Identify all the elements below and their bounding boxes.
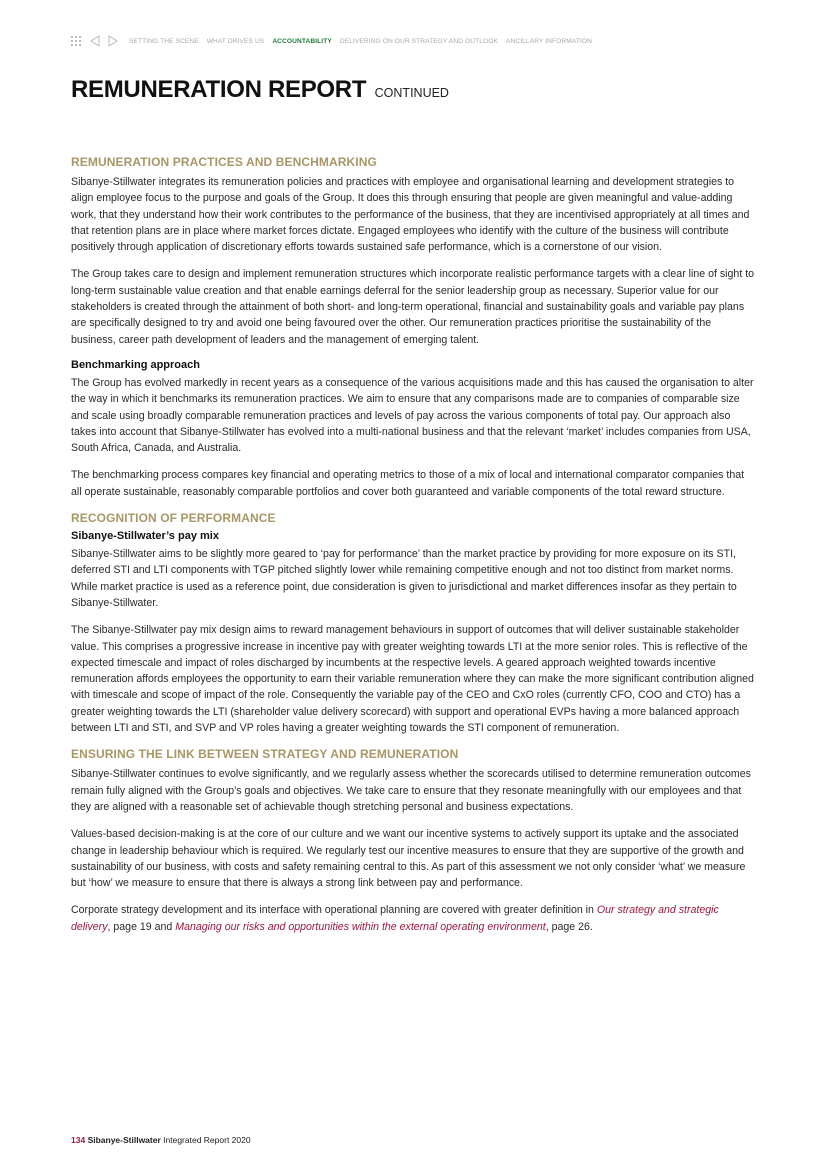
page-header	[71, 76, 449, 104]
nav-item-delivering-on-strategy[interactable]: DELIVERING ON OUR STRATEGY AND OUTLOOK	[339, 37, 499, 45]
paragraph: Sibanye-Stillwater integrates its remuneration policies and practices with employee and organisational learning and development strategies to align employee focus to the purpose and goals of the Group. It does this through ensuring that people are given meaningful and value-adding work, that they understand how their work contributes to the performance of the business, that they are incentivised appropriately at all times and that retention plans are in place where market forces dictate. Engaged employees who identify with the culture of the business will contribute positively through application of discretionary efforts towards sustained safe performance, which is a cornerstone of our vision.	[71, 176, 750, 254]
paragraph-with-links	[71, 902, 757, 935]
paragraph: The Group has evolved markedly in recent years as a consequence of the various acquisitions made and this has caused the organisation to alter the way in which it benchmarks its remuneration practices. We aim to ensure that any comparisons made are to companies of comparable size and scale using broadly comparable remuneration practices and levels of pay across the various components of total pay. Our approach also takes into account that Sibanye-Stillwater has evolved into a multi-national business and that the relevant ‘market’ includes companies from USA, South Africa, Canada, and Australia.	[71, 376, 754, 455]
section-heading-recognition: RECOGNITION OF PERFORMANCE	[71, 511, 276, 526]
nav-item-accountability[interactable]: ACCOUNTABILITY	[272, 37, 332, 45]
section-heading-practices: REMUNERATION PRACTICES AND BENCHMARKING	[71, 155, 377, 169]
text-segment: Corporate strategy development and its interface with operational planning are covered with greater definition in	[71, 904, 597, 917]
page-footer	[71, 1135, 251, 1145]
text-segment: , page 26.	[545, 920, 593, 933]
subheading-benchmarking: Benchmarking approach	[71, 358, 200, 371]
paragraph: Sibanye-Stillwater aims to be slightly more geared to ‘pay for performance’ than the market practice by providing for more exposure on its STI, deferred STI and LTI components with TGP pitched slightly lower while remaining competitive enough and not too distinct from market norms. While market practice is used as a reference point, due consideration is given to jurisdictional and market differences insofar as they pertain to Sibanye-Stillwater.	[71, 548, 737, 609]
nav-item-ancillary-information[interactable]: ANCILLARY INFORMATION	[506, 37, 593, 45]
footer-brand: Sibanye-Stillwater	[87, 1135, 161, 1145]
link-our-strategy[interactable]: Our strategy and strategic delivery	[71, 904, 719, 933]
next-page-icon[interactable]	[107, 35, 119, 47]
footer-report-name: Integrated Report 2020	[163, 1135, 251, 1145]
page-title: REMUNERATION REPORT	[71, 76, 367, 103]
paragraph: Values-based decision-making is at the core of our culture and we want our incentive systems to actively support its uptake and the associated change in leadership behaviour which is required. We regularly test our incentive measures to ensure that they are supportive of the growth and sustainability of our business, with costs and safety remaining central to this. As part of this assessment we not only consider ‘what’ we measure but ‘how’ we measure to ensure that there is always a strong link between pay and performance.	[71, 828, 746, 890]
grid-menu-icon[interactable]	[71, 36, 83, 46]
subheading-pay-mix: Sibanye-Stillwater’s pay mix	[71, 530, 219, 543]
main-content	[71, 155, 757, 946]
paragraph: The benchmarking process compares key financial and operating metrics to those of a mix of local and international comparator companies that all operate sustainable, reasonably comparable portfolios and cover both guaranteed and variable components of the total reward structure.	[71, 469, 745, 498]
nav-item-setting-the-scene[interactable]: SETTING THE SCENE	[129, 37, 199, 45]
paragraph: Sibanye-Stillwater continues to evolve significantly, and we regularly assess whether the scorecards utilised to determine remuneration outcomes remain fully aligned with the Group’s goals and objectives. We take care to ensure that they resonate meaningfully with our employees and that they are aligned with a reasonable set of achievable though stretching personal and business expectations.	[71, 768, 751, 813]
previous-page-icon[interactable]	[89, 35, 101, 47]
link-managing-risks[interactable]: Managing our risks and opportunities within the external operating environment	[175, 920, 546, 933]
paragraph: The Sibanye-Stillwater pay mix design aims to reward management behaviours in support of outcomes that will deliver sustainable stakeholder value. This comprises a progressive increase in incentive pay with greater weighting towards LTI at the more senior roles. This is reflective of the expected timescale and impact of roles discharged by incumbents at the respective levels. A geared approach weighted towards incentive remuneration affords employees the opportunity to earn their variable remuneration where they can make the more significant contribution aligned with timescale and scope of impact of the role. Consequently the variable pay of the CEO and CxO roles (currently CFO, COO and CTO) has a greater weighting towards the LTI (shareholder value delivery scorecard) with support and operational EVPs having a more balanced approach between LTI and STI, and SVP and VP roles having a greater weighting towards the STI component of remuneration.	[71, 624, 754, 735]
nav-item-what-drives-us[interactable]: WHAT DRIVES US	[206, 37, 265, 45]
page-subtitle: CONTINUED	[374, 86, 449, 100]
text-segment: , page 19 and	[107, 920, 176, 933]
paragraph: The Group takes care to design and implement remuneration structures which incorporate realistic performance targets with a clear line of sight to long-term sustainable value creation and that enable earnings deferral for the senior leadership group as necessary. Superior value for our stakeholders is created through the attainment of both short- and long-term operational, financial and sustainability goals and variable pay plans are specifically designed to try and avoid one being favoured over the other. Our remuneration practices prioritise the sustainability of the business, career path development of leaders and the management of emerging talent.	[71, 268, 755, 346]
section-heading-strategy-link: ENSURING THE LINK BETWEEN STRATEGY AND REMUNERATION	[71, 747, 459, 762]
page-number: 134	[71, 1135, 86, 1145]
top-navigation	[71, 34, 592, 48]
